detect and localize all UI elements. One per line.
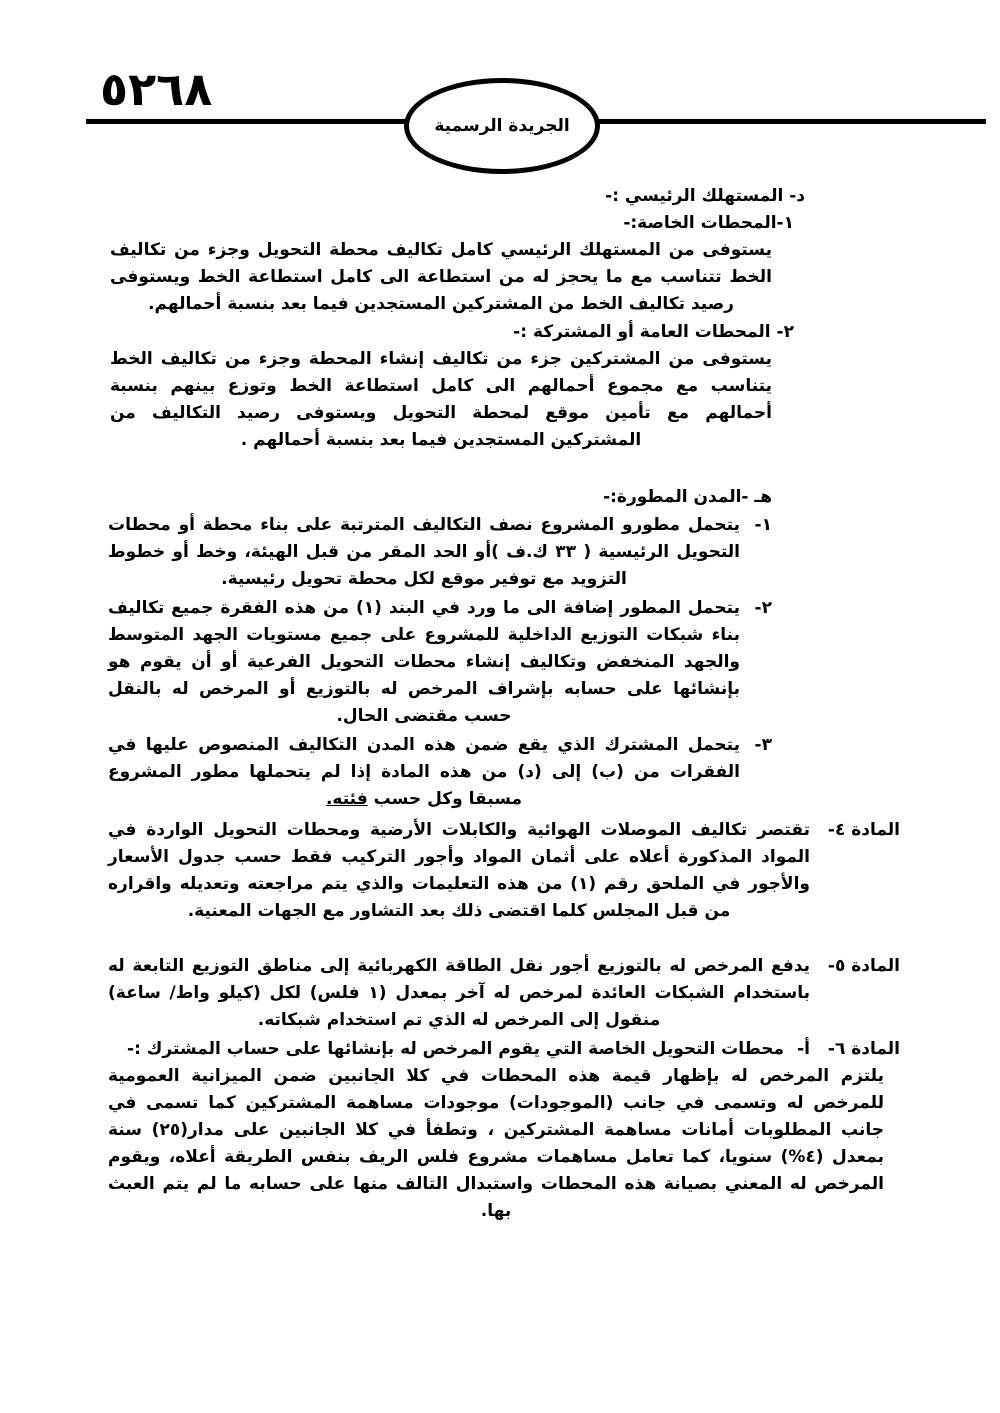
list-item-3-underlined-word: فئته. (325, 789, 368, 809)
list-item-3-main-text: يتحمل المشترك الذي يقع ضمن هذه المدن التكاليف المنصوص عليها في الفقرات من (ب) إلى (د) من هذه المادة إذا لم يتحملها مطور المشروع مسبقا وكل حسب (108, 735, 740, 809)
list-item-2 (108, 595, 772, 730)
list-item-2-number: ٢- (754, 598, 772, 618)
subsection-1-heading: ١-المحطات الخاصة:- (623, 213, 794, 233)
article-4-text: تقتصر تكاليف الموصلات الهوائية والكابلات الأرضية ومحطات التحويل الواردة في المواد المذكورة أعلاه على أثمان المواد وأجور التركيب فقط حسب جدول الأسعار والأجور في الملحق رقم (١) من هذه التعليمات والذي يتم مراجعته وتعديله واقراره من قبل المجلس كلما اقتضى ذلك بعد التشاور مع الجهات المعنية. (108, 820, 810, 921)
article-6-heading-row (108, 1036, 900, 1063)
subsection-2-paragraph: يستوفى من المشتركين جزء من تكاليف إنشاء المحطة وجزء من تكاليف الخط يتناسب مع مجموع أحمالهم الى كامل استطاعة الخط وتوزع بينهم بنسبة أحمالهم مع تأمين موقع لمحطة التحويل ويستوفى رصيد التكاليف من المشتركين المستجدين فيما بعد بنسبة أحمالهم . (110, 349, 772, 450)
page-number: ٥٢٦٨ (100, 62, 213, 116)
article-5-text: يدفع المرخص له بالتوزيع أجور نقل الطاقة الكهربائية إلى مناطق التوزيع التابعة له باستخدام الشبكات العائدة لمرخص له آخر بمعدل (١ فلس) لكل (كيلو واط/ ساعة) منقول إلى المرخص له الذي تم استخدام شبكاته. (108, 956, 811, 1030)
article-4-label: المادة ٤- (827, 820, 900, 840)
article-4 (108, 817, 900, 925)
article-6-label: المادة ٦- (827, 1039, 900, 1059)
list-item-2-text: يتحمل المطور إضافة الى ما ورد في البند (١) من هذه الفقرة جميع تكاليف بناء شبكات التوزيع الداخلية للمشروع على جميع مستويات الجهد المتوسط والجهد المنخفض وتكاليف إنشاء محطات التحويل الفرعية أو أن يقوم هو بإنشائها على حسابه بإشراف المرخص له بالتوزيع أو المرخص له بالنقل حسب مقتضى الحال. (108, 598, 741, 726)
gazette-title: الجريدة الرسمية (434, 116, 570, 136)
list-item-1-number: ١- (754, 515, 772, 535)
document-body (100, 183, 900, 1225)
gazette-seal (404, 78, 600, 174)
list-item-3-text (108, 732, 740, 813)
article-5-label: المادة ٥- (827, 956, 900, 976)
subsection-1-paragraph: يستوفى من المستهلك الرئيسي كامل تكاليف محطة التحويل وجزء من تكاليف الخط تتناسب مع ما يحجز له من استطاعة الى كامل استطاعة الخط ويستوفى رصيد تكاليف الخط من المشتركين المستجدين فيما بعد بنسبة أحمالهم. (110, 240, 772, 314)
article-6-paragraph: يلتزم المرخص له بإظهار قيمة هذه المحطات في كلا الجانبين ضمن الميزانية العمومية للمرخص له وتسمى في جانب (الموجودات) موجودات مساهمة المشتركين كما تسمى في جانب المطلوبات أمانات مساهمة المشتركين ، وتطفأ في كلا الجانبين على مدار(٢٥) سنة بمعدل (٤%) سنويا، كما تعامل مساهمات مشروع فلس الريف بنفس الطريقة أعلاه، ويقوم المرخص له المعني بصيانة هذه المحطات واستبدال التالف منها على حسابه ما لم يتم العبث بها. (108, 1066, 885, 1221)
list-item-1 (108, 512, 772, 593)
article-6-heading: محطات التحويل الخاصة التي يقوم المرخص له بإنشائها على حساب المشترك :- (127, 1039, 784, 1059)
subsection-2-heading: ٢- المحطات العامة أو المشتركة :- (513, 322, 794, 342)
article-6-sub-label: أ- (797, 1039, 810, 1059)
list-item-1-text: يتحمل مطورو المشروع نصف التكاليف المترتبة على بناء محطة أو محطات التحويل الرئيسية ( ٣٣ ك.ف )أو الحد المقر من قبل الهيئة، وخط أو خطوط التزويد مع توفير موقع لكل محطة تحويل رئيسية. (108, 515, 740, 589)
section-h-heading: هـ -المدن المطورة:- (603, 487, 772, 507)
article-5 (108, 953, 900, 1034)
section-d-heading: د- المستهلك الرئيسي :- (605, 186, 805, 206)
list-item-3-number: ٣- (754, 735, 772, 755)
list-item-3 (108, 732, 772, 813)
